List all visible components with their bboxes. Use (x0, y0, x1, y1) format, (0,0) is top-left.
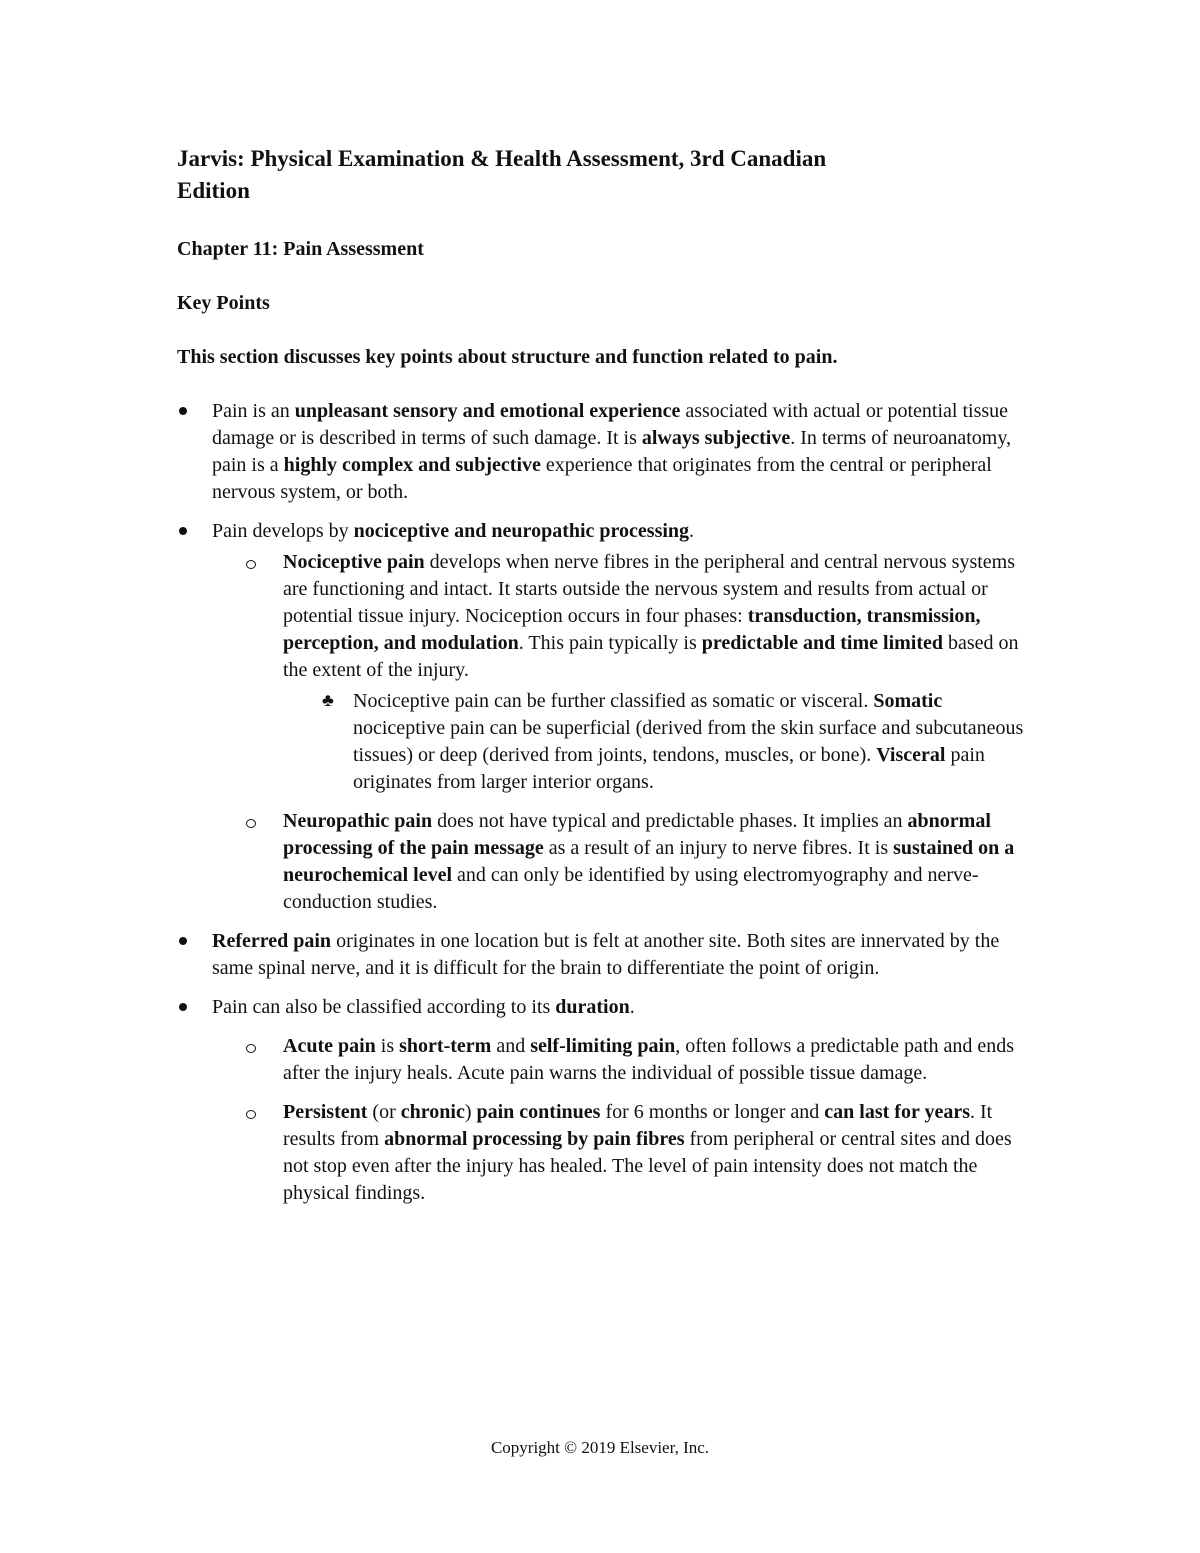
bullet-item-referred-pain (212, 928, 1037, 982)
bullet-item-processing (212, 518, 1037, 545)
chapter-heading: Chapter 11: Pain Assessment (177, 238, 424, 260)
sub-item-neuropathic (283, 808, 1037, 916)
document-page (177, 143, 1037, 1207)
bullet-item-duration (212, 994, 1037, 1021)
document-title (177, 143, 1037, 207)
title-line-1: Jarvis: Physical Examination & Health Assessment, 3rd Canadian (177, 146, 827, 171)
subsub-item-somatic-visceral: ♣ Nociceptive pain can be further classified as somatic or visceral. Somatic nociceptive pain can be superficial (derived from the skin surface and subcutaneous tissues) or deep (derived from joints, tendons, muscles, or bone). Visceral pain originates from larger interior organs. (353, 688, 1037, 796)
sub-item-acute (283, 1033, 1037, 1087)
sub-item-nociceptive (283, 549, 1037, 684)
bullet-text: Referred pain originates in one location but is felt at another site. Both sites are innervated by the same spinal nerve, and it is difficult for the brain to differentiate the point of origin. (212, 930, 1000, 979)
sub-item-text: Acute pain is short-term and self-limiting pain, often follows a predictable path and ends after the injury heals. Acute pain warns the individual of possible tissue damage. (283, 1035, 1015, 1084)
title-line-2: Edition (177, 178, 250, 203)
section-heading: Key Points (177, 292, 270, 314)
page-footer-copyright: Copyright © 2019 Elsevier, Inc. (490, 1438, 710, 1457)
subsub-item-text: Nociceptive pain can be further classified as somatic or visceral. Somatic nociceptive pain can be superficial (derived from the skin surface and subcutaneous tissues) or deep (derived from joints, tendons, muscles, or bone). Visceral pain originates from larger interior organs. (353, 690, 1024, 793)
sub-item-text: Neuropathic pain does not have typical and predictable phases. It implies an abnormal processing of the pain message as a result of an injury to nerve fibres. It is sustained on a neurochemical level and can only be identified by using electromyography and nerve-conduction studies. (283, 810, 1015, 913)
sub-item-text: Persistent (or chronic) pain continues for 6 months or longer and can last for years. It results from abnormal processing by pain fibres from peripheral or central sites and does not stop even after the injury has healed. The level of pain intensity does not match the physical findings. (283, 1101, 1012, 1204)
bullet-text: Pain can also be classified according to its duration. (212, 996, 635, 1018)
section-intro: This section discusses key points about structure and function related to pain. (177, 346, 838, 368)
bullet-text: Pain is an unpleasant sensory and emotional experience associated with actual or potential tissue damage or is described in terms of such damage. It is always subjective. In terms of neuroanatomy, pain is a highly complex and subjective experience that originates from the central or peripheral nervous system, or both. (212, 400, 1012, 503)
sub-item-text: Nociceptive pain develops when nerve fibres in the peripheral and central nervous systems are functioning and intact. It starts outside the nervous system and results from actual or potential tissue injury. Nociception occurs in four phases: transduction, transmission, perception, and modulation. This pain typically is predictable and time limited based on the extent of the injury. (283, 551, 1019, 681)
bullet-text: Pain develops by nociceptive and neuropathic processing. (212, 520, 695, 542)
bullet-item-definition (212, 398, 1037, 506)
sub-item-persistent (283, 1099, 1037, 1207)
